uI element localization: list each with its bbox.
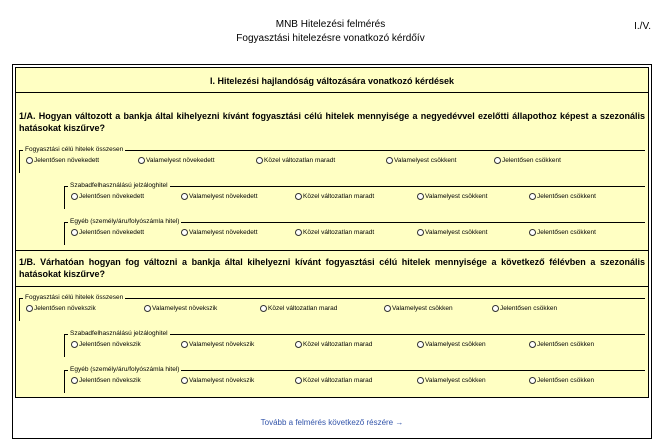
radio-button[interactable] xyxy=(417,341,424,348)
q1b-other-option-3[interactable]: Közel változatlan marad xyxy=(295,377,372,384)
radio-button[interactable] xyxy=(492,305,499,312)
radio-button[interactable] xyxy=(295,229,302,236)
q1b-total-option-3[interactable]: Közel változatlan marad xyxy=(260,305,337,312)
radio-button[interactable] xyxy=(256,157,263,164)
question-divider xyxy=(16,250,648,251)
q1b-group-total-legend: Fogyasztási célú hitelek összesen xyxy=(25,294,124,301)
q1a-group-other-legend: Egyéb (személy/áru/folyószámla hitel) xyxy=(70,218,180,225)
q1a-mortgage-option-3[interactable]: Közel változatlan maradt xyxy=(295,193,374,200)
section-title: I. Hitelezési hajlandóság változására vonatkozó kérdések xyxy=(209,76,455,86)
q1a-other-option-1[interactable]: Jelentősen növekedett xyxy=(71,229,144,236)
radio-button[interactable] xyxy=(181,377,188,384)
q1b-group-mortgage-legend: Szabadfelhasználású jelzáloghitel xyxy=(70,330,168,337)
radio-button[interactable] xyxy=(529,193,536,200)
question-panel xyxy=(15,67,649,398)
q1a-total-option-4[interactable]: Valamelyest csökkent xyxy=(386,157,456,164)
radio-button[interactable] xyxy=(71,229,78,236)
radio-button[interactable] xyxy=(144,305,151,312)
radio-button[interactable] xyxy=(138,157,145,164)
form-header xyxy=(0,19,661,49)
q1b-mortgage-option-4[interactable]: Valamelyest csökken xyxy=(417,341,486,348)
q1a-total-option-1[interactable]: Jelentősen növekedett xyxy=(26,157,99,164)
radio-button[interactable] xyxy=(181,193,188,200)
q1b-mortgage-option-2[interactable]: Valamelyest növekszik xyxy=(181,341,254,348)
q1a-group-total xyxy=(19,146,645,173)
q1a-group-total-legend: Fogyasztási célú hitelek összesen xyxy=(25,146,124,153)
q1b-other-option-5[interactable]: Jelentősen csökken xyxy=(529,377,594,384)
q1b-other-option-4[interactable]: Valamelyest csökken xyxy=(417,377,486,384)
q1b-other-option-2[interactable]: Valamelyest növekszik xyxy=(181,377,254,384)
q1a-mortgage-option-1[interactable]: Jelentősen növekedett xyxy=(71,193,144,200)
radio-button[interactable] xyxy=(295,377,302,384)
q1b-mortgage-option-3[interactable]: Közel változatlan marad xyxy=(295,341,372,348)
q1b-group-total xyxy=(19,294,645,321)
radio-button[interactable] xyxy=(26,305,33,312)
radio-button[interactable] xyxy=(71,377,78,384)
q1b-total-option-4[interactable]: Valamelyest csökken xyxy=(384,305,453,312)
q1b-total-option-5[interactable]: Jelentősen csökken xyxy=(492,305,557,312)
q1b-total-option-2[interactable]: Valamelyest növekszik xyxy=(144,305,217,312)
q1b-mortgage-option-5[interactable]: Jelentősen csökken xyxy=(529,341,594,348)
radio-button[interactable] xyxy=(494,157,501,164)
radio-button[interactable] xyxy=(417,377,424,384)
page-indicator: I./V. xyxy=(634,21,651,32)
radio-button[interactable] xyxy=(384,305,391,312)
q1a-total-option-2[interactable]: Valamelyest növekedett xyxy=(138,157,215,164)
radio-button[interactable] xyxy=(386,157,393,164)
radio-button[interactable] xyxy=(181,341,188,348)
survey-form xyxy=(12,64,652,439)
question-1a: 1/A. Hogyan változott a bankja által kihelyezni kívánt fogyasztási célú hitelek mennyisége a negyedévvel ezelőtti állapothoz képest a szezonális hatásokat kiszűrve? xyxy=(19,111,645,133)
radio-button[interactable] xyxy=(181,229,188,236)
radio-button[interactable] xyxy=(529,377,536,384)
q1b-total-option-1[interactable]: Jelentősen növekszik xyxy=(26,305,96,312)
question-1b: 1/B. Várhatóan hogyan fog változni a bankja által kihelyezni kívánt fogyasztási célú hitelek mennyisége a következő félévben a szezonális hatásokat kiszűrve? xyxy=(19,257,645,279)
q1a-other-option-2[interactable]: Valamelyest növekedett xyxy=(181,229,258,236)
q1b-group-other-legend: Egyéb (személy/áru/folyószámla hitel) xyxy=(70,366,180,373)
q1a-mortgage-option-4[interactable]: Valamelyest csökkent xyxy=(417,193,487,200)
form-subtitle: Fogyasztási hitelezésre vonatkozó kérdőív xyxy=(236,33,425,44)
q1a-other-option-5[interactable]: Jelentősen csökkent xyxy=(529,229,596,236)
form-title: MNB Hitelezési felmérés xyxy=(275,19,386,30)
q1b-other-option-1[interactable]: Jelentősen növekszik xyxy=(71,377,141,384)
radio-button[interactable] xyxy=(417,229,424,236)
q1a-other-option-3[interactable]: Közel változatlan maradt xyxy=(295,229,374,236)
radio-button[interactable] xyxy=(417,193,424,200)
q1b-group-other xyxy=(64,366,645,393)
q1a-total-option-5[interactable]: Jelentősen csökkent xyxy=(494,157,561,164)
q1b-group-mortgage xyxy=(64,330,645,357)
q1a-group-mortgage xyxy=(64,182,645,209)
radio-button[interactable] xyxy=(26,157,33,164)
radio-button[interactable] xyxy=(295,193,302,200)
q1a-total-option-3[interactable]: Közel változatlan maradt xyxy=(256,157,335,164)
q1a-mortgage-option-5[interactable]: Jelentősen csökkent xyxy=(529,193,596,200)
section-divider xyxy=(16,92,648,93)
radio-button[interactable] xyxy=(260,305,267,312)
radio-button[interactable] xyxy=(71,193,78,200)
question-divider xyxy=(16,286,648,287)
radio-button[interactable] xyxy=(295,341,302,348)
q1a-group-other xyxy=(64,218,645,245)
radio-button[interactable] xyxy=(529,229,536,236)
radio-button[interactable] xyxy=(71,341,78,348)
q1a-other-option-4[interactable]: Valamelyest csökkent xyxy=(417,229,487,236)
radio-button[interactable] xyxy=(529,341,536,348)
q1b-mortgage-option-1[interactable]: Jelentősen növekszik xyxy=(71,341,141,348)
q1a-mortgage-option-2[interactable]: Valamelyest növekedett xyxy=(181,193,258,200)
continue-link[interactable]: Tovább a felmérés következő részére → xyxy=(260,418,404,427)
q1a-group-mortgage-legend: Szabadfelhasználású jelzáloghitel xyxy=(70,182,168,189)
